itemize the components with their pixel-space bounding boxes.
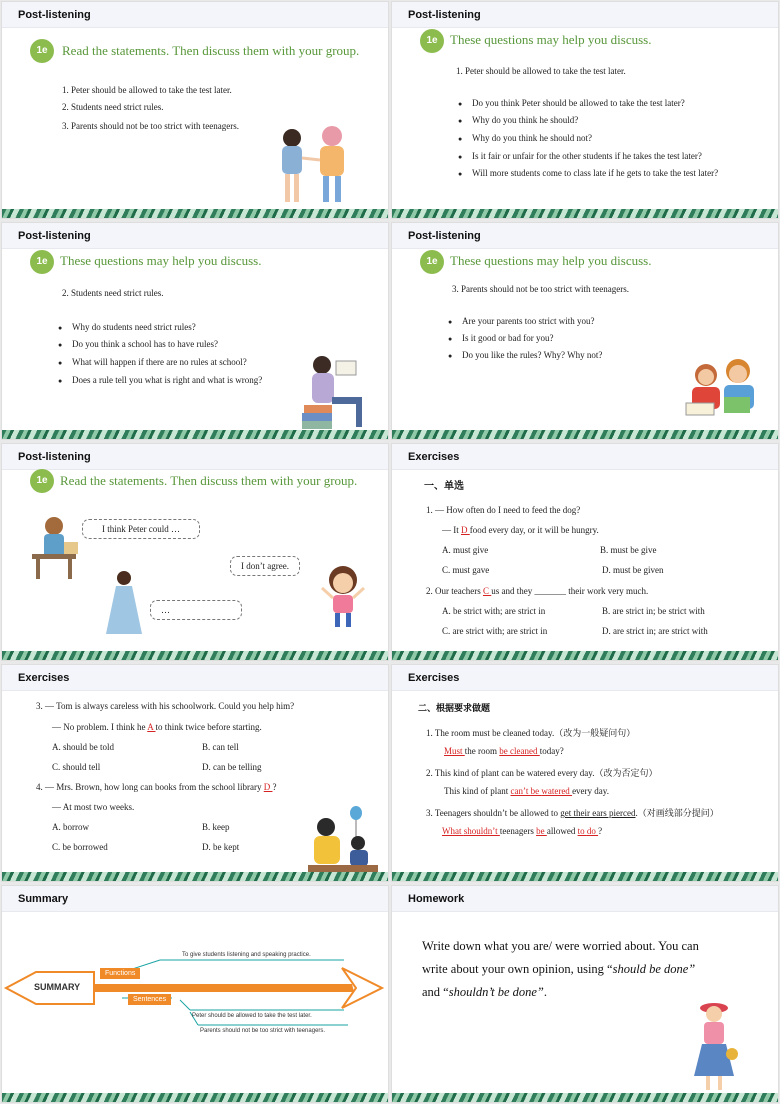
question-2: ● Why do you think he should?: [458, 115, 578, 125]
question-3: ● What will happen if there are no rules at school?: [58, 357, 247, 367]
item-3-answer: [442, 826, 602, 836]
q4-option-d: D. be kept: [202, 842, 240, 852]
slide-heading: These questions may help you discuss.: [60, 253, 262, 268]
item-1-blank-1: Must: [444, 746, 465, 756]
q3-option-a: A. should be told: [52, 742, 114, 752]
leaf-border: [2, 1093, 388, 1102]
happy-girl-illustration: [318, 562, 368, 634]
q1-line1: 1. — How often do I need to feed the dog?: [426, 505, 581, 515]
homework-line-3-pre: and “: [422, 985, 449, 999]
badge: 1e: [30, 250, 54, 274]
item-2-blank-2: be: [530, 786, 542, 796]
q1-text-pre: — It: [442, 525, 461, 535]
question-2: ● Is it good or bad for you?: [448, 333, 553, 343]
slide-10[interactable]: [391, 885, 779, 1103]
homework-line-1: Write down what you are/ were worried about. You can: [422, 939, 699, 953]
badge: 1e: [30, 469, 54, 493]
q2-answer: C: [482, 586, 492, 596]
question-1: ● Why do students need strict rules?: [58, 322, 196, 332]
q3-line2: [52, 722, 262, 732]
slide-9[interactable]: [1, 885, 389, 1103]
q2-option-c: C. are strict with; are strict in: [442, 626, 548, 636]
question-3: ● Why do you think he should not?: [458, 133, 592, 143]
q4-line2: — At most two weeks.: [52, 802, 135, 812]
leaf-border: [2, 209, 388, 218]
item-1-question: 1. The room must be cleaned today.（改为一般疑问句）: [426, 728, 636, 738]
q3-line1: 3. — Tom is always careless with his schoolwork. Could you help him?: [36, 701, 295, 711]
item-1-blank-2: be: [499, 746, 511, 756]
leaf-border: [2, 651, 388, 660]
speech-bubble-2: I don’t agree.: [230, 556, 300, 576]
item-1-text-1: the room: [464, 746, 500, 756]
leaf-border: [2, 430, 388, 439]
item-3-blank-2: shouldn’t: [463, 826, 500, 836]
leaf-border: [392, 651, 778, 660]
slide-title: Exercises: [408, 451, 460, 463]
item-3-text-2: allowed: [546, 826, 578, 836]
homework-line-2: [422, 958, 752, 981]
parent-child-balloon-illustration: [304, 805, 384, 877]
statement: 2. Students need strict rules.: [62, 288, 164, 298]
section-heading: 一、单选: [424, 481, 464, 492]
statement-1: 1. Peter should be allowed to take the test later.: [62, 85, 232, 95]
question-1: ● Are your parents too strict with you?: [448, 316, 594, 326]
slide-title: Post-listening: [18, 451, 91, 463]
q1-answer: D: [461, 525, 470, 535]
item-3-q-pre: 3. Teenagers shouldn’t be allowed to: [426, 808, 561, 818]
item-2-answer: [444, 786, 609, 796]
homework-line-3-em: shouldn’t be done”: [448, 985, 544, 999]
slide-7[interactable]: [1, 664, 389, 882]
q1-option-c: C. must gave: [442, 565, 490, 575]
slide-title: Exercises: [18, 672, 70, 684]
question-5: ● Will more students come to class late if he gets to take the test later?: [458, 168, 718, 178]
badge: 1e: [420, 29, 444, 53]
summary-mind-map: [2, 946, 389, 1046]
q2-line: [426, 586, 648, 596]
slide-2[interactable]: [391, 1, 779, 219]
q4-option-b: B. keep: [202, 822, 230, 832]
slide-title: Post-listening: [18, 230, 91, 242]
q4-option-c: C. be borrowed: [52, 842, 108, 852]
slide-title: Post-listening: [18, 9, 91, 21]
question-4: ● Does a rule tell you what is right and what is wrong?: [58, 375, 262, 385]
girl-in-dress-illustration: [102, 570, 146, 640]
q2-option-b: B. are strict in; be strict with: [602, 606, 705, 616]
slide-6[interactable]: [391, 443, 779, 661]
item-3-blank-5: do: [586, 826, 599, 836]
item-2-question: 2. This kind of plant can be watered every day.（改为否定句）: [426, 768, 658, 778]
item-1-answer: [444, 746, 564, 756]
q3-text-post: to think twice before starting.: [155, 722, 262, 732]
branch-sentences: Sentences: [128, 994, 171, 1005]
slide-title: Exercises: [408, 672, 460, 684]
homework-line-2-pre: write about your own opinion, using “: [422, 962, 613, 976]
branch-functions: Functions: [100, 968, 140, 979]
slide-title: Post-listening: [408, 230, 481, 242]
q1-text-post: food every day, or it will be hungry.: [469, 525, 599, 535]
two-girls-illustration: [270, 122, 360, 212]
item-3-text-4: ?: [598, 826, 603, 836]
q1-option-b: B. must be give: [600, 545, 657, 555]
summary-center-label: SUMMARY: [34, 982, 81, 992]
item-2-blank-1: can’t: [510, 786, 531, 796]
homework-text: [422, 935, 752, 1004]
slide-4[interactable]: [391, 222, 779, 440]
item-3-q-underlined: get their ears pierced: [560, 808, 636, 818]
item-3-blank-1: What: [442, 826, 464, 836]
slide-title: Summary: [18, 893, 69, 905]
leaf-border: [392, 872, 778, 881]
item-3-question: [426, 806, 719, 819]
slide-8[interactable]: [391, 664, 779, 882]
q2-option-a: A. be strict with; are strict in: [442, 606, 546, 616]
slide-5[interactable]: [1, 443, 389, 661]
slide-title: Post-listening: [408, 9, 481, 21]
q4-text-pre: 4. — Mrs. Brown, how long can books from the school library: [36, 782, 264, 792]
item-3-text-1: teenagers: [499, 826, 537, 836]
slide-heading: Read the statements. Then discuss them with your group.: [62, 43, 360, 58]
question-4: ● Is it fair or unfair for the other students if he takes the test later?: [458, 151, 702, 161]
slide-heading: Read the statements. Then discuss them with your group.: [60, 473, 358, 488]
item-3-q-post: .（对画线部分提问）: [635, 808, 719, 818]
question-1: ● Do you think Peter should be allowed to take the test later?: [458, 98, 685, 108]
leaf-border: [392, 209, 778, 218]
speech-bubble-1: I think Peter could …: [82, 519, 200, 539]
item-1-text-3: today?: [539, 746, 564, 756]
q1-option-a: A. must give: [442, 545, 489, 555]
q3-option-d: D. can be telling: [202, 762, 262, 772]
badge: 1e: [30, 39, 54, 63]
item-2-blank-3: watered: [541, 786, 573, 796]
slide-heading: These questions may help you discuss.: [450, 253, 652, 268]
q4-answer: D: [263, 782, 273, 792]
homework-line-2-em: should be done”: [612, 962, 696, 976]
question-2: ● Do you think a school has to have rules?: [58, 339, 218, 349]
speech-bubble-3: …: [150, 600, 242, 620]
leaf-sentences-2: Parents should not be too strict with teenagers.: [200, 1028, 326, 1034]
q4-text-post: ?: [272, 782, 277, 792]
slide-3[interactable]: [1, 222, 389, 440]
section-heading: 二、根据要求做题: [418, 704, 491, 714]
leaf-border: [392, 430, 778, 439]
q1-line2: [442, 525, 599, 535]
q2-option-d: D. are strict in; are strict with: [602, 626, 708, 636]
q2-text-post: us and they _______ their work very much.: [491, 586, 649, 596]
q3-option-c: C. should tell: [52, 762, 101, 772]
item-2-text-4: every day.: [572, 786, 609, 796]
q3-answer: A: [147, 722, 156, 732]
item-3-blank-3: be: [536, 826, 547, 836]
leaf-border: [2, 872, 388, 881]
item-1-blank-3: cleaned: [510, 746, 540, 756]
reading-kids-illustration: [684, 353, 764, 433]
slide-heading: These questions may help you discuss.: [450, 32, 652, 47]
statement-3: 3. Parents should not be too strict with teenagers.: [62, 121, 239, 131]
q3-text-pre: — No problem. I think he: [52, 722, 148, 732]
student-at-desk-illustration: [30, 514, 82, 582]
slide-title: Homework: [408, 893, 465, 905]
slide-1[interactable]: [1, 1, 389, 219]
q2-text-pre: 2. Our teachers: [426, 586, 483, 596]
q4-option-a: A. borrow: [52, 822, 89, 832]
item-3-blank-4: to: [577, 826, 587, 836]
item-2-text-1: This kind of plant: [444, 786, 511, 796]
reading-girl-illustration: [298, 351, 382, 435]
leaf-functions-1: To give students listening and speaking practice.: [182, 952, 311, 958]
statement: 1. Peter should be allowed to take the test later.: [456, 66, 626, 76]
statement: 3. Parents should not be too strict with teenagers.: [452, 284, 629, 294]
girl-with-basket-illustration: [684, 996, 744, 1096]
q1-option-d: D. must be given: [602, 565, 664, 575]
q4-line1: [36, 782, 276, 792]
question-3: ● Do you like the rules? Why? Why not?: [448, 350, 602, 360]
q3-option-b: B. can tell: [202, 742, 239, 752]
homework-line-3-post: .: [543, 985, 547, 999]
statement-2: 2. Students need strict rules.: [62, 102, 164, 112]
leaf-sentences-1: Peter should be allowed to take the test later.: [192, 1013, 312, 1019]
badge: 1e: [420, 250, 444, 274]
leaf-border: [392, 1093, 778, 1102]
